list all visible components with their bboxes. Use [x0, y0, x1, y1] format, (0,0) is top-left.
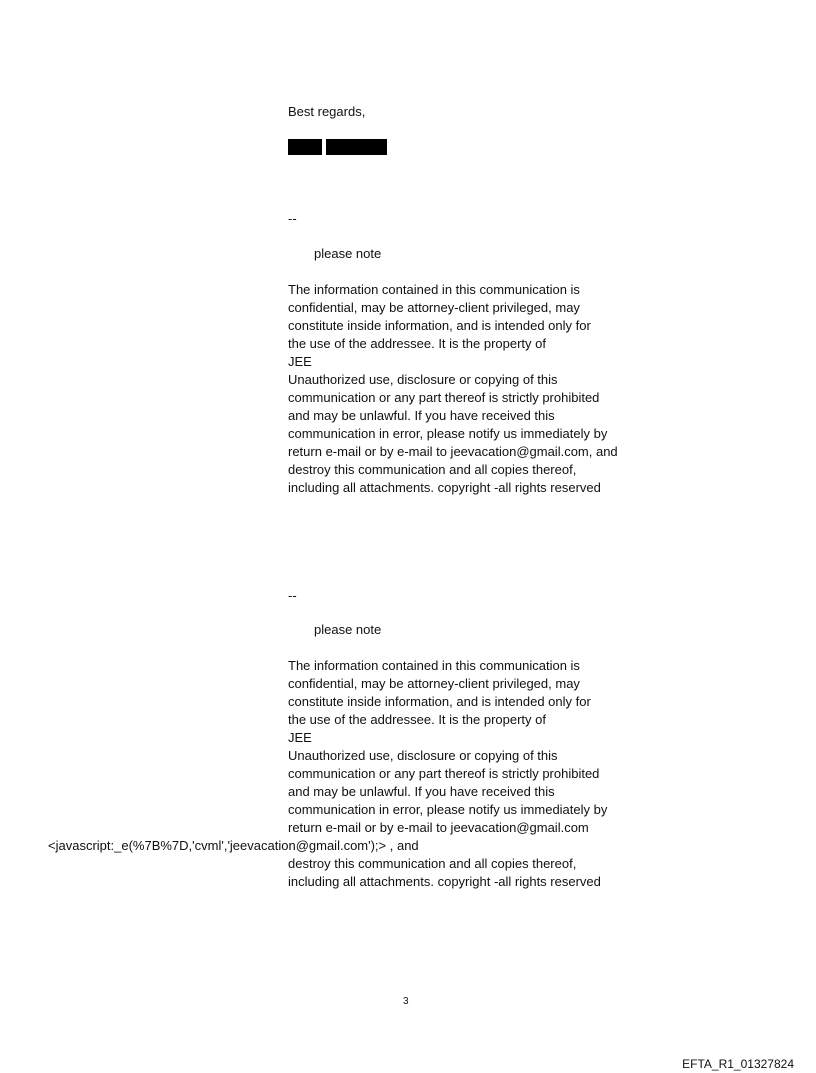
closing-line: Best regards,	[288, 104, 366, 119]
notice-line: Unauthorized use, disclosure or copying of this	[288, 748, 558, 763]
notice-line: The information contained in this communication is	[288, 282, 580, 297]
notice-line: including all attachments. copyright -all rights reserved	[288, 480, 601, 495]
notice-line: return e-mail or by e-mail to jeevacation@gmail.com	[288, 820, 589, 835]
notice-line: constitute inside information, and is intended only for	[288, 318, 591, 333]
notice-line: Unauthorized use, disclosure or copying of this	[288, 372, 558, 387]
redaction-box	[288, 139, 322, 155]
notice-line: return e-mail or by e-mail to jeevacation@gmail.com, and	[288, 444, 618, 459]
notice-line: the use of the addressee. It is the property of	[288, 336, 546, 351]
notice-line: communication or any part thereof is strictly prohibited	[288, 766, 600, 781]
notice-line: and may be unlawful. If you have received this	[288, 408, 555, 423]
notice-line: communication in error, please notify us immediately by	[288, 802, 608, 817]
confidentiality-notice	[288, 281, 648, 497]
confidentiality-notice	[288, 657, 648, 837]
notice-line: The information contained in this communication is	[288, 658, 580, 673]
notice-heading: please note	[314, 246, 382, 261]
redaction-box	[326, 139, 387, 155]
notice-line: destroy this communication and all copies thereof,	[288, 462, 577, 477]
bates-number: EFTA_R1_01327824	[682, 1057, 794, 1071]
notice-line: communication or any part thereof is strictly prohibited	[288, 390, 600, 405]
notice-line: confidential, may be attorney-client privileged, may	[288, 676, 580, 691]
page-number: 3	[403, 996, 409, 1007]
notice-line: JEE	[288, 730, 312, 745]
notice-line: constitute inside information, and is intended only for	[288, 694, 591, 709]
notice-line: including all attachments. copyright -all rights reserved	[288, 874, 601, 889]
signature-separator: --	[288, 211, 297, 226]
notice-tail	[288, 855, 648, 891]
signature-separator: --	[288, 588, 297, 603]
notice-line: destroy this communication and all copies thereof,	[288, 856, 577, 871]
notice-line: communication in error, please notify us immediately by	[288, 426, 608, 441]
notice-line: JEE	[288, 354, 312, 369]
notice-line: the use of the addressee. It is the property of	[288, 712, 546, 727]
notice-line: confidential, may be attorney-client privileged, may	[288, 300, 580, 315]
notice-heading: please note	[314, 622, 382, 637]
javascript-link-text: <javascript:_e(%7B%7D,'cvml','jeevacation@gmail.com');> , and	[48, 838, 419, 853]
notice-line: and may be unlawful. If you have received this	[288, 784, 555, 799]
